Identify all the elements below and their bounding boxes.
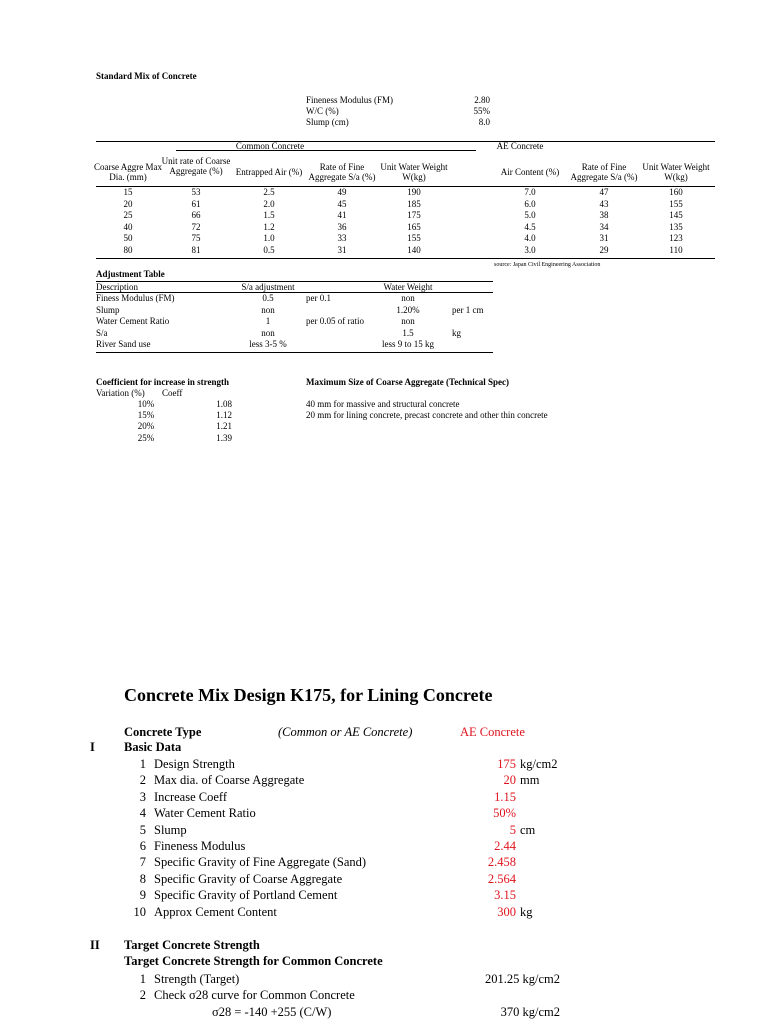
table-cell: 47 — [599, 187, 609, 197]
adjustment-cell: non — [401, 293, 415, 303]
table-cell: 1.0 — [263, 233, 275, 243]
adjustment-cell: Finess Modulus (FM) — [96, 293, 175, 303]
concrete-type-hint: (Common or AE Concrete) — [278, 725, 413, 739]
sigma28-value: 370 kg/cm2 — [500, 1005, 560, 1019]
basic-data-value: 20 — [503, 773, 516, 788]
table-cell: 34 — [599, 221, 609, 232]
basic-data-label: Specific Gravity of Fine Aggregate (Sand) — [154, 855, 367, 870]
table-cell: 6.0 — [524, 198, 536, 209]
adjustment-cell: kg — [452, 327, 461, 338]
basic-data-label: Water Cement Ratio — [154, 806, 256, 821]
basic-data-number: 9 — [139, 888, 146, 903]
max-size-line-1: 40 mm for massive and structural concrete — [306, 399, 460, 409]
header-water-common: Unit Water Weight W(kg) — [380, 162, 448, 182]
coefficient-value: 1.12 — [216, 410, 232, 421]
table-cell: 165 — [407, 221, 421, 232]
table-cell: 15 — [123, 187, 133, 197]
table-cell: 61 — [191, 198, 201, 209]
basic-data-label: Max dia. of Coarse Aggregate — [154, 773, 305, 788]
header-air-content: Air Content (%) — [500, 167, 560, 177]
table-cell: 33 — [337, 233, 347, 243]
table-bottom-rule — [96, 258, 715, 259]
table-cell: 81 — [191, 244, 201, 255]
basic-data-value: 2.44 — [494, 839, 516, 853]
section-2-number: II — [90, 938, 100, 952]
basic-data-number: 6 — [139, 839, 146, 853]
standard-mix-title: Standard Mix of Concrete — [96, 71, 197, 81]
table-cell: 1.2 — [263, 221, 275, 232]
basic-data-value: 1.15 — [494, 789, 516, 804]
adjustment-cell: less 3-5 % — [249, 339, 287, 350]
adjustment-cell: per 0.1 — [306, 293, 331, 303]
coefficient-variation: 15% — [137, 410, 155, 421]
table-cell: 50 — [123, 233, 133, 243]
table-cell: 25 — [123, 210, 133, 220]
coefficient-variation: 10% — [137, 399, 155, 409]
table-cell: 80 — [123, 244, 133, 255]
table-cell: 2.5 — [263, 187, 275, 197]
header-sa-common: Rate of Fine Aggregate S/a (%) — [308, 162, 376, 182]
target-item-2-number: 2 — [139, 988, 146, 1002]
table-cell: 185 — [407, 198, 421, 209]
table-cell: 160 — [669, 187, 683, 197]
coefficient-col-variation: Variation (%) — [96, 388, 145, 398]
table-cell: 5.0 — [524, 210, 536, 220]
target-item-1-value: 201.25 kg/cm2 — [485, 972, 560, 986]
adjustment-cell: per 1 cm — [452, 304, 484, 315]
table-cell: 145 — [669, 210, 683, 220]
table-cell: 123 — [669, 233, 683, 243]
header-unit-rate: Unit rate of Coarse Aggregate (%) — [161, 156, 231, 176]
adjustment-bottom-rule — [96, 352, 493, 353]
source-note: source: Japan Civil Engineering Association — [494, 262, 601, 268]
table-cell: 4.5 — [524, 221, 536, 232]
target-item-1-number: 1 — [139, 972, 146, 986]
table-cell: 140 — [407, 244, 421, 255]
table-cell: 29 — [599, 244, 609, 255]
coefficient-variation: 20% — [137, 421, 155, 432]
table-cell: 4.0 — [524, 233, 536, 243]
basic-data-number: 1 — [139, 757, 146, 771]
coefficient-variation: 25% — [137, 432, 155, 443]
basic-data-value: 5 — [509, 822, 516, 837]
basic-data-label: Specific Gravity of Coarse Aggregate — [154, 871, 343, 886]
table-cell: 190 — [407, 187, 421, 197]
basic-data-label: Specific Gravity of Portland Cement — [154, 888, 338, 903]
adjustment-cell: 1.20% — [396, 304, 420, 315]
table-cell: 135 — [669, 221, 683, 232]
table-cell: 3.0 — [524, 244, 536, 255]
adjustment-header-water: Water Weight — [383, 282, 433, 292]
adjustment-cell: non — [261, 304, 275, 315]
header-sa-ae: Rate of Fine Aggregate S/a (%) — [570, 162, 638, 182]
param-value-wc: 55% — [473, 106, 490, 116]
table-cell: 43 — [599, 198, 609, 209]
table-cell: 175 — [407, 210, 421, 220]
table-cell: 38 — [599, 210, 609, 220]
table-cell: 155 — [407, 233, 421, 243]
adjustment-cell: Slump — [96, 304, 120, 315]
table-top-rule — [96, 141, 715, 142]
adjustment-cell: non — [401, 316, 415, 327]
table-cell: 155 — [669, 198, 683, 209]
table-cell: 53 — [191, 187, 201, 197]
param-value-fm: 2.80 — [474, 95, 490, 105]
table-cell: 0.5 — [263, 244, 275, 255]
basic-data-number: 5 — [139, 822, 146, 837]
table-cell: 2.0 — [263, 198, 275, 209]
group-ae-label: AE Concrete — [496, 141, 544, 151]
basic-data-number: 10 — [133, 904, 146, 919]
sigma28-formula: σ28 = -140 +255 (C/W) — [212, 1005, 332, 1019]
group-common-label: Common Concrete — [235, 141, 305, 151]
table-cell: 1.5 — [263, 210, 275, 220]
table-cell: 36 — [337, 221, 347, 232]
table-cell: 66 — [191, 210, 201, 220]
section-2-title: Target Concrete Strength — [124, 938, 260, 952]
section-1-title: Basic Data — [124, 740, 182, 754]
concrete-type-label: Concrete Type — [124, 725, 202, 739]
basic-data-number: 4 — [139, 806, 146, 821]
adjustment-cell: Water Cement Ratio — [96, 316, 170, 327]
basic-data-value: 2.564 — [487, 871, 516, 886]
basic-data-label: Approx Cement Content — [154, 904, 277, 919]
basic-data-value: 2.458 — [487, 855, 516, 870]
adjustment-cell: 0.5 — [262, 293, 274, 303]
coefficient-value: 1.08 — [216, 399, 232, 409]
adjustment-cell: non — [261, 327, 275, 338]
adjustment-header-description: Description — [96, 282, 138, 292]
basic-data-number: 7 — [139, 855, 146, 870]
basic-data-unit: kg — [520, 904, 533, 919]
table-cell: 31 — [599, 233, 609, 243]
adjustment-title: Adjustment Table — [96, 269, 165, 279]
table-cell: 7.0 — [524, 187, 536, 197]
header-entrapped-air: Entrapped Air (%) — [235, 167, 303, 177]
basic-data-unit: mm — [520, 773, 540, 788]
basic-data-value: 175 — [497, 757, 516, 771]
adjustment-cell: River Sand use — [96, 339, 151, 350]
header-max-dia: Coarse Aggre Max Dia. (mm) — [94, 162, 162, 182]
adjustment-cell: 1 — [265, 316, 271, 327]
param-label-wc: W/C (%) — [306, 106, 339, 116]
table-cell: 49 — [337, 187, 347, 197]
table-cell: 72 — [191, 221, 201, 232]
basic-data-unit: kg/cm2 — [520, 757, 558, 771]
table-cell: 31 — [337, 244, 347, 255]
param-label-fm: Fineness Modulus (FM) — [306, 95, 394, 105]
basic-data-label: Fineness Modulus — [154, 839, 246, 853]
param-label-slump: Slump (cm) — [306, 117, 349, 127]
coefficient-col-coeff: Coeff — [162, 388, 183, 398]
adjustment-cell: 1.5 — [402, 327, 414, 338]
header-water-ae: Unit Water Weight W(kg) — [642, 162, 710, 182]
section-1-number: I — [90, 740, 95, 754]
table-cell: 41 — [337, 210, 347, 220]
adjustment-cell: per 0.05 of ratio — [306, 316, 364, 327]
basic-data-label: Increase Coeff — [154, 789, 227, 804]
basic-data-label: Slump — [154, 822, 187, 837]
adjustment-cell: S/a — [96, 327, 108, 338]
adjustment-cell: less 9 to 15 kg — [381, 339, 434, 350]
basic-data-label: Design Strength — [154, 757, 235, 771]
basic-data-unit: cm — [520, 822, 536, 837]
concrete-type-value: AE Concrete — [460, 725, 525, 739]
basic-data-number: 2 — [139, 773, 146, 788]
target-item-1-label: Strength (Target) — [154, 972, 240, 986]
max-size-title: Maximum Size of Coarse Aggregate (Technical Spec) — [306, 377, 509, 387]
design-title: Concrete Mix Design K175, for Lining Concrete — [124, 685, 493, 705]
coefficient-value: 1.39 — [216, 432, 232, 443]
basic-data-number: 3 — [139, 789, 146, 804]
table-cell: 45 — [337, 198, 347, 209]
table-cell: 40 — [123, 221, 133, 232]
table-cell: 75 — [191, 233, 201, 243]
table-cell: 110 — [669, 244, 683, 255]
param-value-slump: 8.0 — [478, 117, 490, 127]
basic-data-value: 3.15 — [494, 888, 516, 903]
max-size-line-2: 20 mm for lining concrete, precast concrete and other thin concrete — [306, 410, 548, 420]
target-item-2-label: Check σ28 curve for Common Concrete — [154, 988, 355, 1002]
adjustment-header-sa: S/a adjustment — [241, 282, 295, 292]
basic-data-value: 300 — [497, 904, 516, 919]
basic-data-value: 50% — [493, 806, 516, 821]
section-2-subtitle: Target Concrete Strength for Common Concrete — [124, 954, 383, 968]
basic-data-number: 8 — [139, 871, 146, 886]
coefficient-value: 1.21 — [216, 421, 232, 432]
table-cell: 20 — [123, 198, 133, 209]
coefficient-title: Coefficient for increase in strength — [96, 377, 229, 387]
group-common-rule — [176, 150, 476, 151]
